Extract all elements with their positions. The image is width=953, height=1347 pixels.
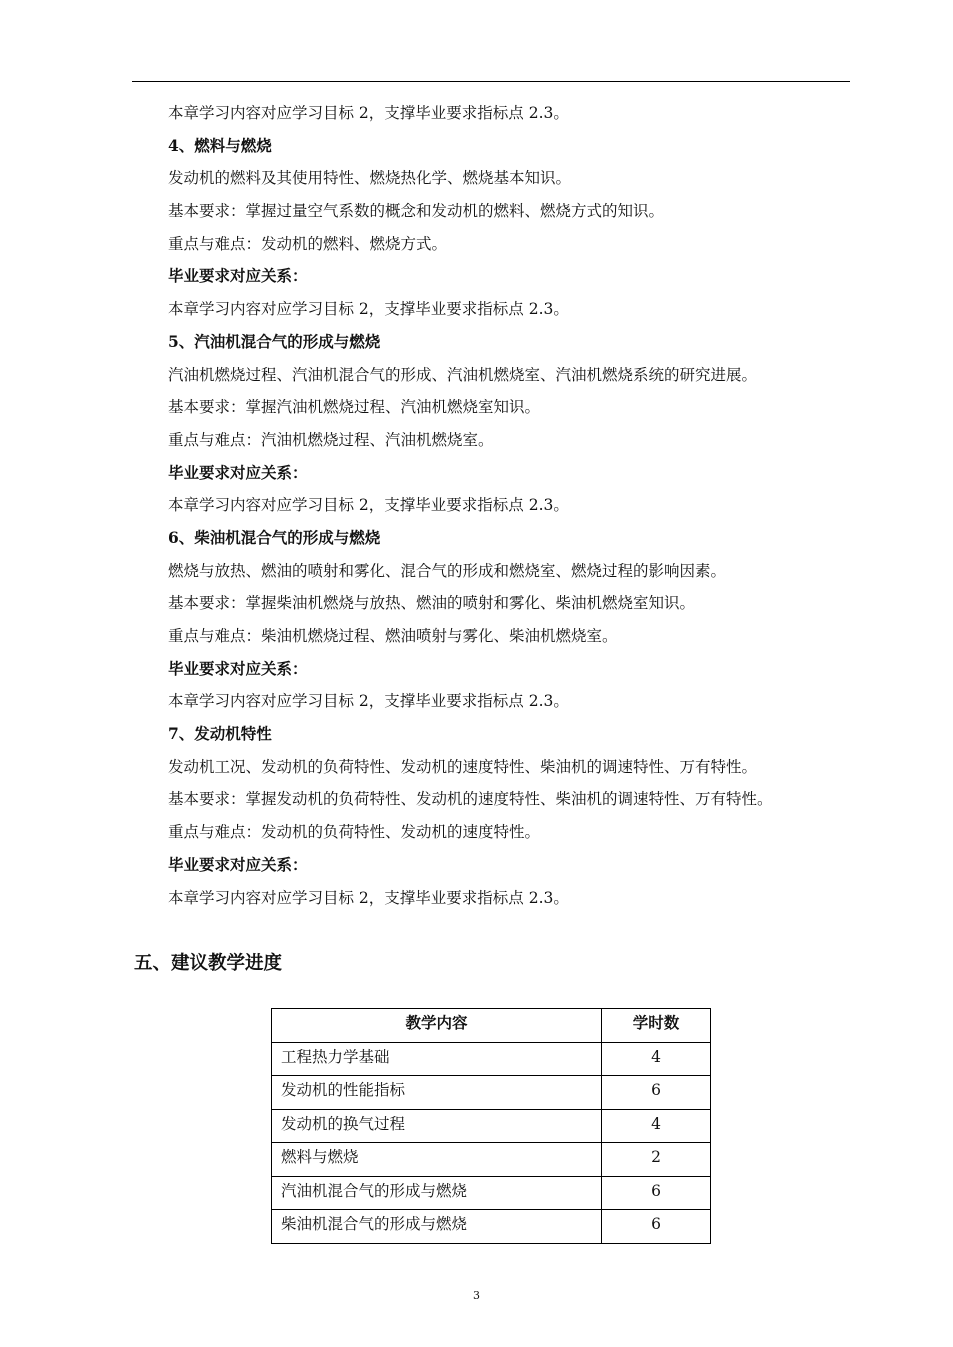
text-line: 重点与难点：柴油机燃烧过程、燃油喷射与雾化、柴油机燃烧室。 bbox=[168, 627, 618, 645]
chapter-heading: 6、柴油机混合气的形成与燃烧 bbox=[168, 527, 381, 547]
text-line: 重点与难点：发动机的燃料、燃烧方式。 bbox=[168, 234, 448, 253]
requirement-heading: 毕业要求对应关系： bbox=[168, 266, 308, 286]
schedule-table bbox=[271, 1008, 711, 1244]
cell-content: 燃料与燃烧 bbox=[272, 1143, 602, 1177]
text-line: 本章学习内容对应学习目标 2，支撑毕业要求指标点 2.3。 bbox=[168, 104, 569, 122]
table-row bbox=[272, 1109, 711, 1143]
text-line: 发动机工况、发动机的负荷特性、发动机的速度特性、柴油机的调速特性、万有特性。 bbox=[168, 757, 758, 776]
requirement-heading: 毕业要求对应关系： bbox=[168, 854, 308, 874]
cell-hours: 6 bbox=[602, 1210, 711, 1244]
text-line: 本章学习内容对应学习目标 2，支撑毕业要求指标点 2.3。 bbox=[168, 888, 569, 907]
text-line: 基本要求：掌握柴油机燃烧与放热、燃油的喷射和雾化、柴油机燃烧室知识。 bbox=[168, 594, 696, 613]
table-row bbox=[272, 1176, 711, 1210]
chapter-heading: 5、汽油机混合气的形成与燃烧 bbox=[168, 331, 381, 351]
text-line: 基本要求：掌握汽油机燃烧过程、汽油机燃烧室知识。 bbox=[168, 398, 541, 417]
cell-content: 工程热力学基础 bbox=[272, 1042, 602, 1076]
text-line: 汽油机燃烧过程、汽油机混合气的形成、汽油机燃烧室、汽油机燃烧系统的研究进展。 bbox=[168, 365, 758, 384]
table-row bbox=[272, 1042, 711, 1076]
header-hours: 学时数 bbox=[602, 1009, 711, 1043]
section-title: 五、建议教学进度 bbox=[134, 953, 283, 974]
chapter-heading: 4、燃料与燃烧 bbox=[168, 135, 272, 155]
text-line: 发动机的燃料及其使用特性、燃烧热化学、燃烧基本知识。 bbox=[168, 169, 572, 188]
header-content: 教学内容 bbox=[272, 1009, 602, 1043]
table-row bbox=[272, 1143, 711, 1177]
table-header-row bbox=[272, 1009, 711, 1043]
cell-hours: 4 bbox=[602, 1109, 711, 1143]
text-line: 燃烧与放热、燃油的喷射和雾化、混合气的形成和燃烧室、燃烧过程的影响因素。 bbox=[168, 561, 727, 580]
page-number: 3 bbox=[473, 1289, 480, 1302]
cell-hours: 2 bbox=[602, 1143, 711, 1177]
body-text bbox=[168, 97, 868, 914]
text-line: 本章学习内容对应学习目标 2，支撑毕业要求指标点 2.3。 bbox=[168, 300, 569, 319]
cell-hours: 6 bbox=[602, 1176, 711, 1210]
text-line: 本章学习内容对应学习目标 2，支撑毕业要求指标点 2.3。 bbox=[168, 496, 569, 515]
text-line: 重点与难点：汽油机燃烧过程、汽油机燃烧室。 bbox=[168, 430, 494, 449]
cell-content: 汽油机混合气的形成与燃烧 bbox=[272, 1176, 602, 1210]
chapter-heading: 7、发动机特性 bbox=[168, 724, 272, 744]
header-rule bbox=[132, 81, 850, 82]
cell-hours: 6 bbox=[602, 1076, 711, 1110]
table-row bbox=[272, 1210, 711, 1244]
table-row bbox=[272, 1076, 711, 1110]
cell-content: 发动机的性能指标 bbox=[272, 1076, 602, 1110]
cell-content: 柴油机混合气的形成与燃烧 bbox=[272, 1210, 602, 1244]
text-line: 本章学习内容对应学习目标 2，支撑毕业要求指标点 2.3。 bbox=[168, 692, 569, 711]
text-line: 重点与难点：发动机的负荷特性、发动机的速度特性。 bbox=[168, 823, 541, 842]
text-line: 基本要求：掌握发动机的负荷特性、发动机的速度特性、柴油机的调速特性、万有特性。 bbox=[168, 790, 773, 809]
requirement-heading: 毕业要求对应关系： bbox=[168, 658, 308, 678]
cell-hours: 4 bbox=[602, 1042, 711, 1076]
text-line: 基本要求：掌握过量空气系数的概念和发动机的燃料、燃烧方式的知识。 bbox=[168, 202, 665, 221]
requirement-heading: 毕业要求对应关系： bbox=[168, 462, 308, 482]
cell-content: 发动机的换气过程 bbox=[272, 1109, 602, 1143]
